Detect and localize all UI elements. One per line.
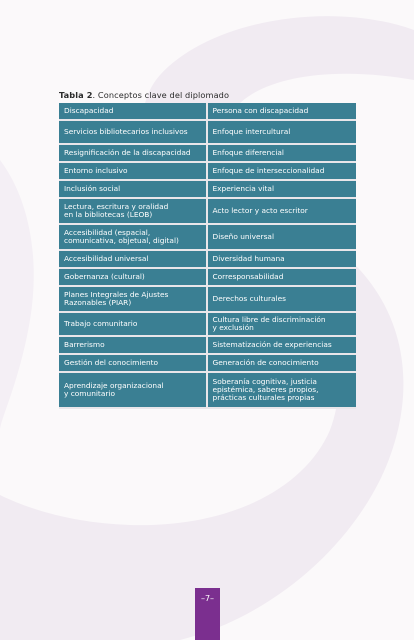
concept-left-cell: Discapacidad	[59, 103, 208, 121]
concept-right-cell: Diversidad humana	[208, 251, 357, 269]
page-number: –7–	[200, 594, 215, 603]
table-row	[59, 199, 356, 225]
table-row	[59, 225, 356, 251]
concept-left-cell: Accesibilidad universal	[59, 251, 208, 269]
caption-label: Tabla 2	[59, 90, 93, 100]
table-row	[59, 373, 356, 409]
concept-right-cell: Experiencia vital	[208, 181, 357, 199]
concept-left-cell: Accesibilidad (espacial, comunicativa, objetual, digital)	[59, 225, 208, 251]
concept-right-cell: Acto lector y acto escritor	[208, 199, 357, 225]
concept-right-cell: Derechos culturales	[208, 287, 357, 313]
concept-right-cell: Soberanía cognitiva, justicia epistémica, saberes propios, prácticas culturales propias	[208, 373, 357, 409]
table-caption	[59, 90, 229, 100]
concept-left-cell: Gestión del conocimiento	[59, 355, 208, 373]
concept-right-cell: Enfoque diferencial	[208, 145, 357, 163]
concept-left-cell: Resignificación de la discapacidad	[59, 145, 208, 163]
table-row	[59, 313, 356, 337]
concept-left-cell: Planes Integrales de Ajustes Razonables (PIAR)	[59, 287, 208, 313]
concept-left-cell: Entorno inclusivo	[59, 163, 208, 181]
concept-left-cell: Inclusión social	[59, 181, 208, 199]
concept-right-cell: Cultura libre de discriminación y exclusión	[208, 313, 357, 337]
concepts-table	[59, 103, 356, 409]
table-row	[59, 181, 356, 199]
concept-left-cell: Gobernanza (cultural)	[59, 269, 208, 287]
concepts-table-body	[59, 103, 356, 409]
concept-right-cell: Diseño universal	[208, 225, 357, 251]
concept-left-cell: Lectura, escritura y oralidad en la bibliotecas (LEOB)	[59, 199, 208, 225]
concept-left-cell: Aprendizaje organizacional y comunitario	[59, 373, 208, 409]
concept-right-cell: Persona con discapacidad	[208, 103, 357, 121]
table-row	[59, 251, 356, 269]
table-row	[59, 121, 356, 145]
concept-left-cell: Trabajo comunitario	[59, 313, 208, 337]
concept-right-cell: Enfoque de interseccionalidad	[208, 163, 357, 181]
table-row	[59, 355, 356, 373]
concept-left-cell: Servicios bibliotecarios inclusivos	[59, 121, 208, 145]
table-row	[59, 163, 356, 181]
table-row	[59, 145, 356, 163]
table-row	[59, 269, 356, 287]
table-row	[59, 337, 356, 355]
concept-left-cell: Barrerismo	[59, 337, 208, 355]
concept-right-cell: Enfoque intercultural	[208, 121, 357, 145]
concept-right-cell: Sistematización de experiencias	[208, 337, 357, 355]
table-row	[59, 103, 356, 121]
concept-right-cell: Corresponsabilidad	[208, 269, 357, 287]
concept-right-cell: Generación de conocimiento	[208, 355, 357, 373]
table-row	[59, 287, 356, 313]
caption-text: . Conceptos clave del diplomado	[92, 90, 230, 100]
